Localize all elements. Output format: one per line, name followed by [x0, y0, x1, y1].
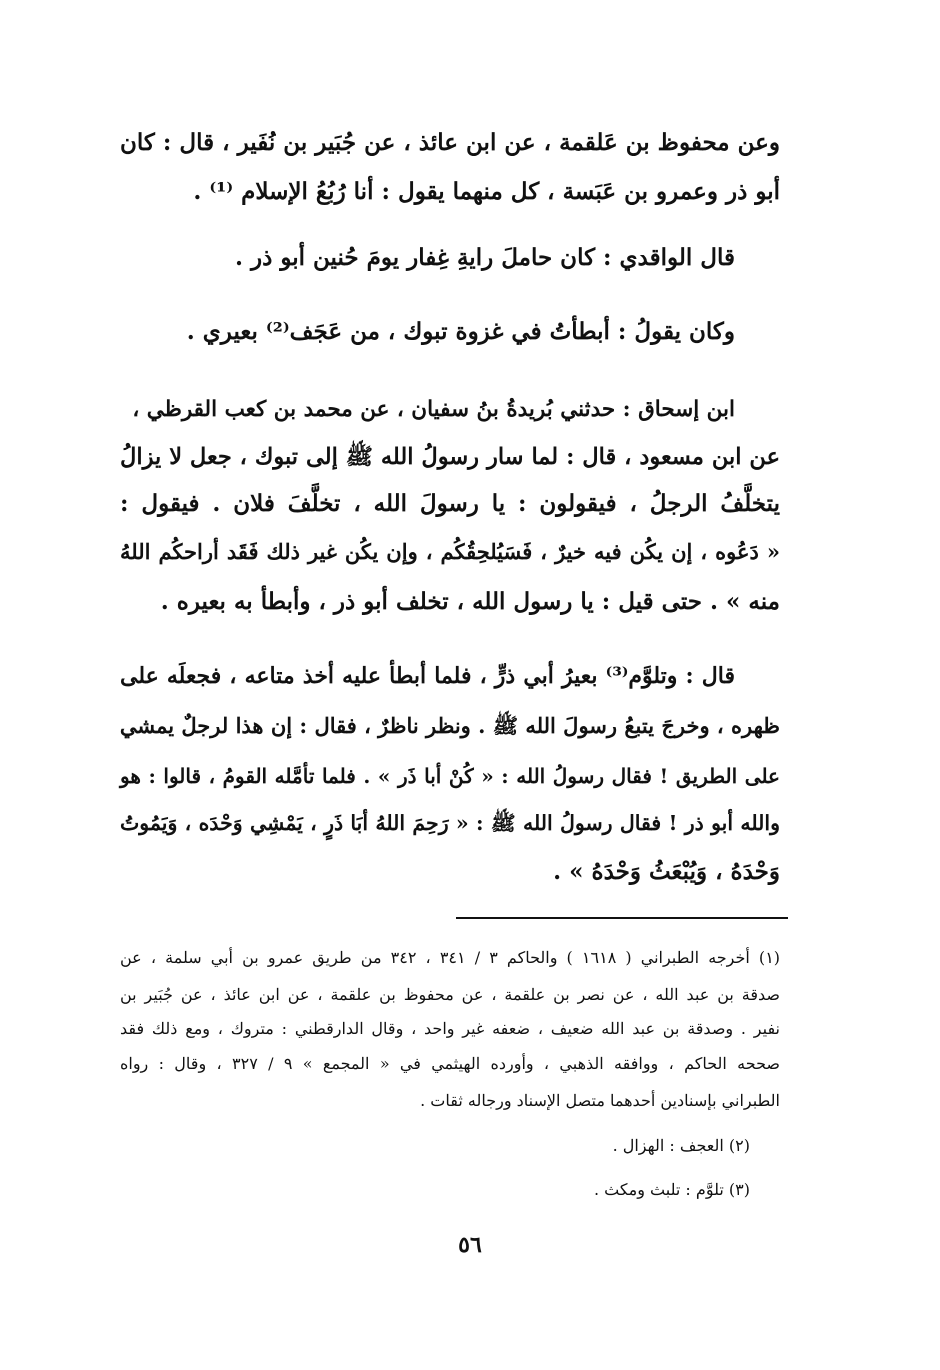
text-line: عن ابن مسعود ، قال : لما سار رسولُ الله ﷺ إلى تبوك ، جعل لا يزالُ: [120, 444, 780, 470]
text-line: وَحْدَهُ ، وَيُبْعَثُ وَحْدَهُ » .: [553, 858, 780, 885]
footnote-line: (٣) تلوَّم : تلبث ومكث .: [593, 1180, 750, 1199]
text-line: « دَعُوه ، إن يكُن فيه خيرٌ ، فَسَيُلحِقُكُم ، وإن يكُن غير ذلك فَقَد أراحكُم اللهُ: [120, 539, 780, 564]
text-line: يتخلَّفُ الرجلُ ، فيقولون : يا رسولَ الله ، تخلَّفَ فلان . فيقول :: [120, 490, 780, 517]
footnote-line: الطبراني بإسنادين أحدهما متصل الإسناد ورجاله ثقات .: [420, 1091, 780, 1110]
text-line: والله أبو ذر ! فقال رسولُ الله ﷺ : « رَحِمَ اللهُ أبَا ذَرٍ ، يَمْشِي وَحْدَه ، وَيَمُوتُ: [120, 811, 780, 835]
text-line: وكان يقولُ : أبطأتُ في غزوة تبوك ، من عَجَف⁽²⁾ بعيري .: [186, 318, 735, 345]
text-line: قال الواقدي : كان حاملَ رايةِ غِفار يومَ حُنين أبو ذر .: [234, 244, 735, 271]
footnote-line: (٢) العجف : الهزال .: [612, 1136, 750, 1155]
text-line: منه » . حتى قيل : يا رسول الله ، تخلف أبو ذر ، وأبطأ به بعيره .: [160, 588, 780, 615]
text-line: أبو ذر وعمرو بن عَبَسة ، كل منهما يقول : أنا رُبُعُ الإسلام ⁽¹⁾ .: [193, 178, 780, 205]
page-number: ٥٦: [458, 1232, 482, 1258]
text-line: قال : وتلوَّم⁽³⁾ بعيرُ أبي ذرٍّ ، فلما أبطأ عليه أخذ متاعه ، فجعلَه على: [120, 663, 735, 689]
footnote-line: (١) أخرجه الطبراني ( ١٦١٨ ) والحاكم ٣ / ٣٤١ ، ٣٤٢ من طريق عمرو بن أبي سلمة ، عن: [120, 948, 781, 967]
footnote-line: نفير . وصدقة بن عبد الله ضعيف ، ضعفه غير واحد ، وقال الدارقطني : متروك ، ومع ذلك فقد: [120, 1019, 780, 1038]
text-line: وعن محفوظ بن عَلقمة ، عن ابن عائذ ، عن جُبَير بن نُفَير ، قال : كان: [120, 129, 780, 156]
text-line: ابن إسحاق : حدثني بُريدةُ بنُ سفيان ، عن محمد بن كعب القرظي ،: [132, 397, 735, 422]
footnote-separator: [456, 917, 788, 919]
text-line: على الطريق ! فقال رسولُ الله : « كُنْ أبا ذَر » . فلما تأمَّله القومُ ، قالوا : هو: [120, 764, 780, 788]
footnote-line: صدقة بن عبد الله ، عن نصر بن علقمة ، عن محفوظ بن علقمة ، عن ابن عائذ ، عن جُبَير بن: [120, 985, 781, 1004]
text-line: ظهره ، وخرجَ يتبعُ رسولَ الله ﷺ . ونظر ناظرٌ ، فقال : إن هذا لرجلٌ يمشي: [119, 713, 780, 738]
footnote-line: صححه الحاكم ، ووافقه الذهبي ، وأورده الهيثمي في « المجمع » ٩ / ٣٢٧ ، وقال : رواه: [120, 1054, 781, 1073]
